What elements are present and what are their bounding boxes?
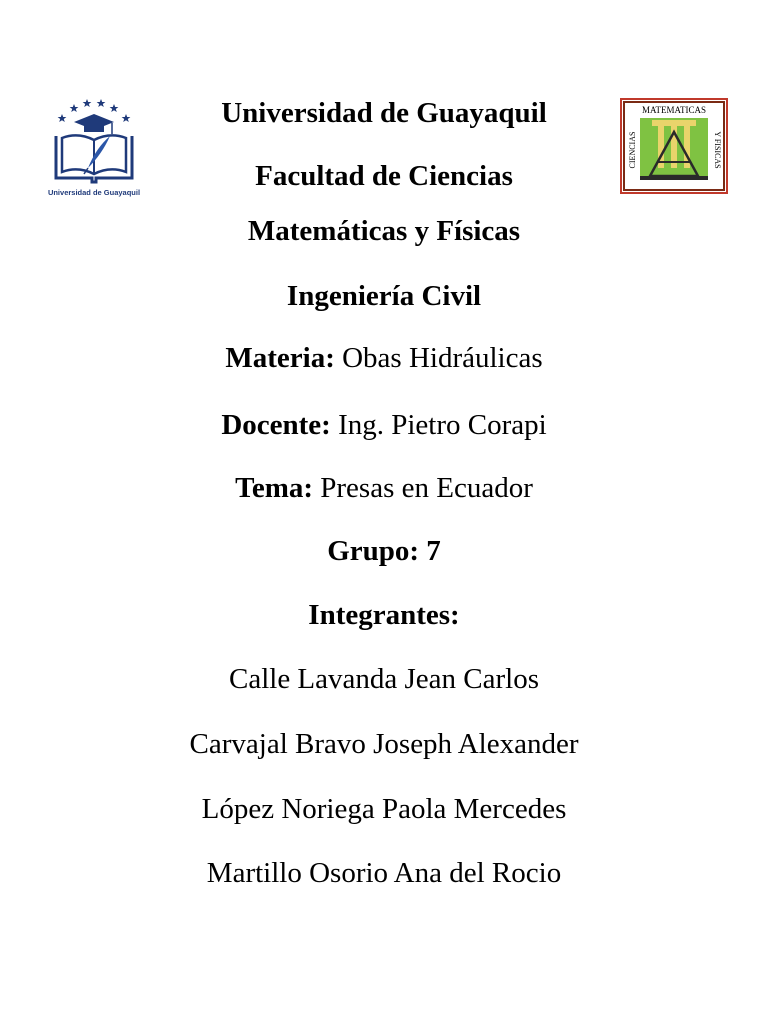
member-name: López Noriega Paola Mercedes	[201, 793, 567, 825]
faculty-logo-top-text: MATEMATICAS	[641, 105, 707, 115]
faculty-name-line1: Facultad de Ciencias	[255, 160, 513, 192]
university-logo-caption: Universidad de Guayaquil	[47, 188, 141, 197]
materia-row	[0, 341, 768, 375]
tema-row	[0, 471, 768, 505]
faculty-logo-right-text: Y FISICAS	[713, 131, 722, 169]
member-name: Martillo Osorio Ana del Rocio	[206, 857, 562, 889]
career-name: Ingeniería Civil	[286, 280, 482, 312]
materia-value: Obas Hidráulicas	[342, 342, 543, 374]
faculty-logo-left-text: CIENCIAS	[628, 131, 637, 169]
tema-value: Presas en Ecuador	[320, 472, 533, 504]
faculty-name-line2: Matemáticas y Físicas	[247, 215, 521, 247]
docente-row	[0, 408, 768, 442]
docente-label: Docente:	[221, 409, 331, 441]
grupo-line: Grupo: 7	[327, 535, 441, 567]
docente-value: Ing. Pietro Corapi	[338, 409, 547, 441]
integrantes-label: Integrantes:	[308, 599, 460, 631]
materia-label: Materia:	[225, 342, 335, 374]
member-name: Calle Lavanda Jean Carlos	[228, 663, 540, 695]
university-name: Universidad de Guayaquil	[221, 97, 547, 129]
member-name: Carvajal Bravo Joseph Alexander	[189, 728, 579, 760]
tema-label: Tema:	[235, 472, 314, 504]
